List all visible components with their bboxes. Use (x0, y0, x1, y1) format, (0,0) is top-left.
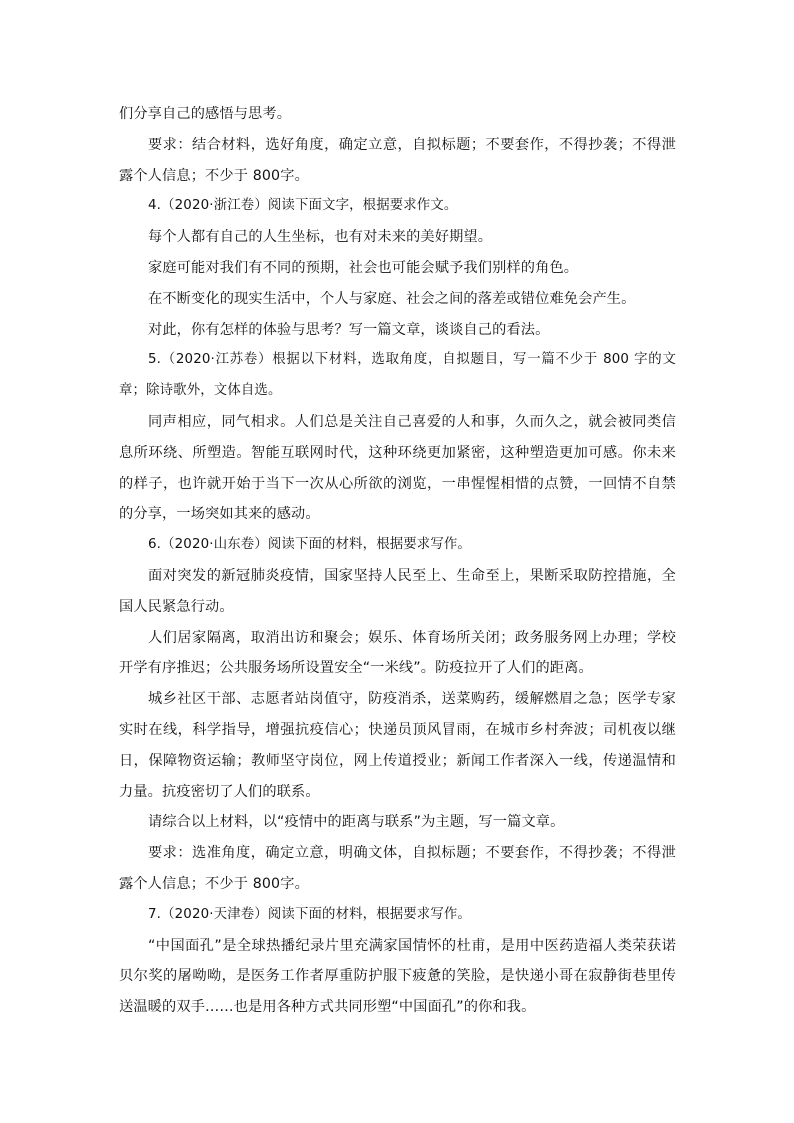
question-6-heading: 6.（2020·山东卷）阅读下面的材料，根据要求写作。 (148, 537, 471, 553)
paragraph-requirements-3: 要求：结合材料，选好角度，确定立意，自拟标题；不要套作，不得抄袭；不得泄露个人信息；不少于 800字。 (119, 136, 676, 184)
question-5-heading: 5.（2020·江苏卷）根据以下材料，选取角度，自拟题目，写一篇不少于 800 字的文章；除诗歌外，文体自选。 (119, 352, 676, 399)
paragraph-6-4: 请综合以上材料，以“疫情中的距离与联系”为主题，写一篇文章。 (148, 814, 565, 831)
paragraph-4-4: 对此，你有怎样的体验与思考？写一篇文章，谈谈自己的看法。 (148, 321, 550, 338)
paragraph-6-2: 人们居家隔离，取消出访和聚会；娱乐、体育场所关闭；政务服务网上办理；学校开学有序推迟；公共服务场所设置安全“一米线”。防疫拉开了人们的距离。 (119, 629, 676, 677)
question-4-heading: 4.（2020·浙江卷）阅读下面文字，根据要求作文。 (148, 198, 458, 214)
paragraph-6-requirements: 要求：选准角度，确定立意，明确文体，自拟标题；不要套作，不得抄袭；不得泄露个人信息；不少于 800字。 (119, 845, 676, 892)
paragraph-4-1: 每个人都有自己的人生坐标，也有对未来的美好期望。 (148, 229, 493, 246)
paragraph-continuation: 们分享自己的感悟与思考。 (119, 106, 292, 122)
document-body (119, 99, 676, 1023)
paragraph-7-1: “中国面孔”是全球热播纪录片里充满家国情怀的杜甫，是用中医药造福人类荣获诺贝尔奖的屠呦呦，是医务工作者厚重防护服下疲惫的笑脸，是快递小哥在寂静街巷里传送温暖的双手……也是用各种方式共同形塑“中国面孔”的你和我。 (119, 937, 676, 1016)
paragraph-4-3: 在不断变化的现实生活中，个人与家庭、社会之间的落差或错位难免会产生。 (148, 290, 636, 307)
paragraph-6-1: 面对突发的新冠肺炎疫情，国家坚持人民至上、生命至上，果断采取防控措施，全国人民紧急行动。 (119, 567, 676, 615)
paragraph-6-3: 城乡社区干部、志愿者站岗值守，防疫消杀，送菜购药，缓解燃眉之急；医学专家实时在线，科学指导，增强抗疫信心；快递员顶风冒雨，在城市乡村奔波；司机夜以继日，保障物资运输；教师坚守岗位，网上传道授业；新闻工作者深入一线，传递温情和力量。抗疫密切了人们的联系。 (119, 691, 676, 800)
paragraph-5-material: 同声相应，同气相求。人们总是关注自己喜爱的人和事，久而久之，就会被同类信息所环绕、所塑造。智能互联网时代，这种环绕更加紧密，这种塑造更加可感。你未来的样子，也许就开始于当下一次从心所欲的浏览，一串惺惺相惜的点赞，一回情不自禁的分享，一场突如其来的感动。 (119, 413, 676, 523)
question-7-heading: 7.（2020·天津卷）阅读下面的材料，根据要求写作。 (148, 906, 471, 922)
paragraph-4-2: 家庭可能对我们有不同的预期，社会也可能会赋予我们别样的角色。 (148, 259, 579, 276)
